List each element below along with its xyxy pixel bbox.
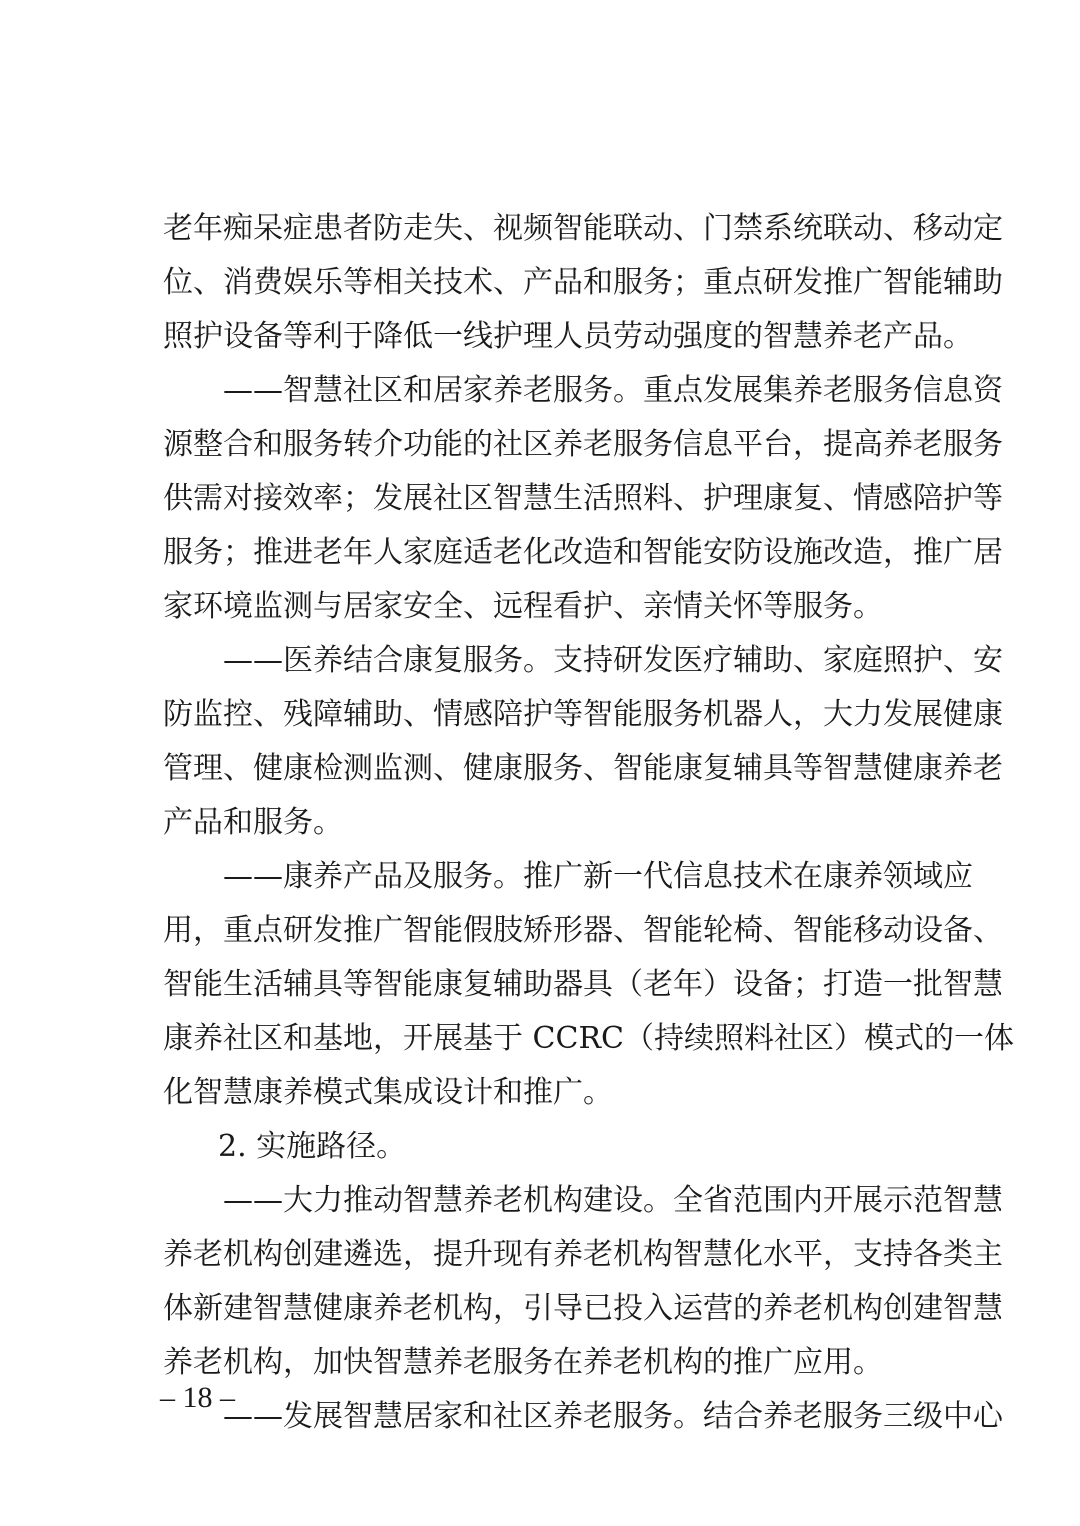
text-line: 体新建智慧健康养老机构，引导已投入运营的养老机构创建智慧 <box>163 1291 1003 1326</box>
text-line: 服务；推进老年人家庭适老化改造和智能安防设施改造，推广居 <box>163 535 1003 570</box>
text-line: 养老机构，加快智慧养老服务在养老机构的推广应用。 <box>163 1345 883 1380</box>
page-number: – 18 – <box>160 1381 235 1414</box>
text-line: 老年痴呆症患者防走失、视频智能联动、门禁系统联动、移动定 <box>163 211 1003 246</box>
text-line: 养老机构创建遴选，提升现有养老机构智慧化水平，支持各类主 <box>163 1237 1003 1272</box>
section-heading-line: ——康养产品及服务。推广新一代信息技术在康养领域应 <box>223 859 973 894</box>
section-heading-line: ——发展智慧居家和社区养老服务。结合养老服务三级中心 <box>223 1399 1003 1434</box>
text-line: 化智慧康养模式集成设计和推广。 <box>163 1075 613 1110</box>
text-line: 位、消费娱乐等相关技术、产品和服务；重点研发推广智能辅助 <box>163 265 1003 300</box>
text-line: 产品和服务。 <box>163 805 343 840</box>
document-body <box>163 202 1014 1444</box>
text-line: 供需对接效率；发展社区智慧生活照料、护理康复、情感陪护等 <box>163 481 1003 516</box>
section-heading-line: ——智慧社区和居家养老服务。重点发展集养老服务信息资 <box>223 373 1003 408</box>
section-heading-line: ——医养结合康复服务。支持研发医疗辅助、家庭照护、安 <box>223 643 1003 678</box>
text-line: 用，重点研发推广智能假肢矫形器、智能轮椅、智能移动设备、 <box>163 913 1003 948</box>
text-line: 家环境监测与居家安全、远程看护、亲情关怀等服务。 <box>163 589 883 624</box>
text-line: 管理、健康检测监测、健康服务、智能康复辅具等智慧健康养老 <box>163 751 1003 786</box>
numbered-heading: 2. 实施路径。 <box>218 1129 407 1164</box>
text-line: 康养社区和基地，开展基于 CCRC（持续照料社区）模式的一体 <box>163 1021 1014 1056</box>
section-heading-line: ——大力推动智慧养老机构建设。全省范围内开展示范智慧 <box>223 1183 1003 1218</box>
text-line: 防监控、残障辅助、情感陪护等智能服务机器人，大力发展健康 <box>163 697 1003 732</box>
text-line: 智能生活辅具等智能康复辅助器具（老年）设备；打造一批智慧 <box>163 967 1003 1002</box>
text-line: 照护设备等利于降低一线护理人员劳动强度的智慧养老产品。 <box>163 319 973 354</box>
text-line: 源整合和服务转介功能的社区养老服务信息平台，提高养老服务 <box>163 427 1003 462</box>
